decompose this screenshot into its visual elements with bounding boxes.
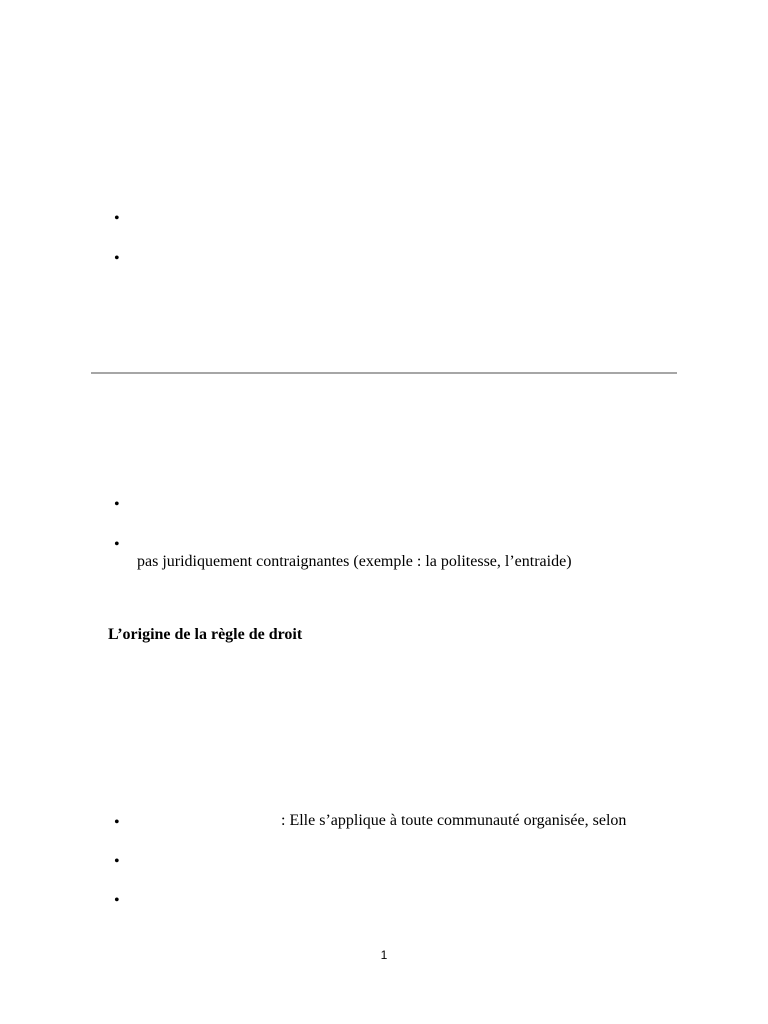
list-bullet: •	[114, 853, 120, 870]
list-bullet: •	[114, 892, 120, 909]
list-bullet: •	[114, 250, 120, 267]
section-heading: L’origine de la règle de droit	[108, 626, 303, 643]
list-bullet: •	[114, 814, 120, 831]
list-item-text: : Elle s’applique à toute communauté organisée, selon	[281, 812, 627, 829]
list-bullet: •	[114, 496, 120, 513]
list-item-continuation-text: pas juridiquement contraignantes (exemple : la politesse, l’entraide)	[137, 553, 572, 570]
list-bullet: •	[114, 536, 120, 553]
list-bullet: •	[114, 210, 120, 227]
page-number: 1	[380, 948, 388, 962]
horizontal-divider	[91, 372, 677, 374]
